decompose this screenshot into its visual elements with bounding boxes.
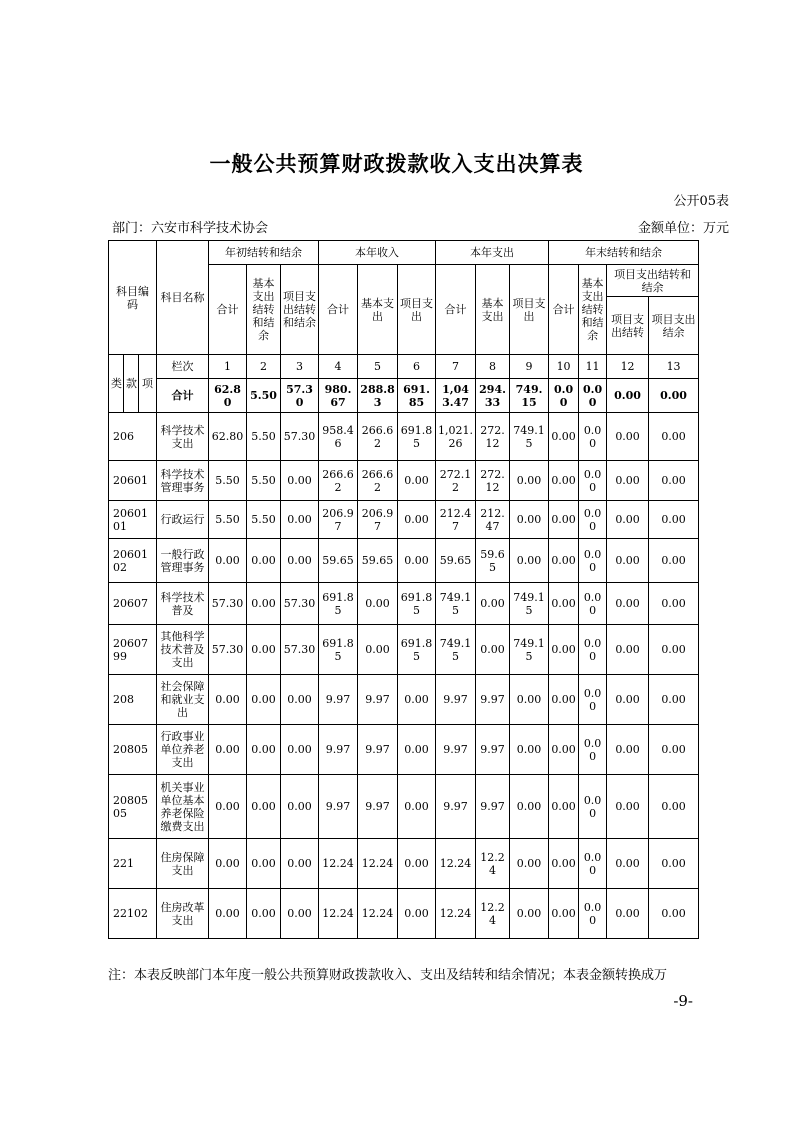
total-cell: 1,043.47 [436, 379, 476, 413]
header-begin-balance: 年初结转和结余 [209, 241, 319, 265]
header-expense-basic: 基本支出 [476, 265, 510, 355]
amount-cell: 59.65 [476, 539, 510, 583]
amount-cell: 9.97 [436, 675, 476, 725]
amount-cell: 0.00 [649, 461, 699, 501]
amount-cell: 0.00 [281, 461, 319, 501]
column-number: 12 [607, 355, 649, 379]
amount-cell: 0.00 [579, 461, 607, 501]
header-expense-total: 合计 [436, 265, 476, 355]
amount-cell: 0.00 [510, 839, 549, 889]
subject-code: 2080505 [109, 775, 157, 839]
amount-cell: 0.00 [579, 501, 607, 539]
amount-cell: 0.00 [549, 461, 579, 501]
amount-cell: 0.00 [281, 775, 319, 839]
amount-cell: 0.00 [649, 675, 699, 725]
amount-cell: 0.00 [649, 539, 699, 583]
amount-cell: 0.00 [649, 725, 699, 775]
amount-cell: 0.00 [358, 583, 398, 625]
header-income-total: 合计 [319, 265, 358, 355]
amount-cell: 0.00 [209, 775, 247, 839]
amount-cell: 0.00 [510, 501, 549, 539]
amount-cell: 0.00 [649, 625, 699, 675]
amount-cell: 9.97 [358, 775, 398, 839]
amount-unit-label: 金额单位：万元 [637, 221, 729, 236]
amount-cell: 0.00 [607, 625, 649, 675]
amount-cell: 0.00 [607, 889, 649, 939]
amount-cell: 0.00 [209, 725, 247, 775]
amount-cell: 0.00 [649, 839, 699, 889]
subject-name: 机关事业单位基本养老保险缴费支出 [157, 775, 209, 839]
amount-cell: 0.00 [649, 889, 699, 939]
table-row [109, 725, 699, 775]
page-number: -9- [673, 992, 693, 1010]
amount-cell: 691.85 [319, 625, 358, 675]
total-row-label: 合计 [157, 379, 209, 413]
amount-cell: 0.00 [649, 501, 699, 539]
amount-cell: 691.85 [319, 583, 358, 625]
amount-cell: 9.97 [319, 675, 358, 725]
subject-code: 2060102 [109, 539, 157, 583]
subject-code: 20607 [109, 583, 157, 625]
amount-cell: 0.00 [358, 625, 398, 675]
table-row [109, 625, 699, 675]
amount-cell: 9.97 [476, 775, 510, 839]
amount-cell: 0.00 [209, 889, 247, 939]
amount-cell: 0.00 [281, 539, 319, 583]
column-number: 3 [281, 355, 319, 379]
total-cell: 288.83 [358, 379, 398, 413]
subject-code: 221 [109, 839, 157, 889]
amount-cell: 266.62 [358, 413, 398, 461]
amount-cell: 0.00 [398, 539, 436, 583]
amount-cell: 0.00 [579, 889, 607, 939]
amount-cell: 12.24 [476, 889, 510, 939]
amount-cell: 0.00 [398, 889, 436, 939]
subject-name: 住房保障支出 [157, 839, 209, 889]
amount-cell: 57.30 [281, 625, 319, 675]
column-number: 6 [398, 355, 436, 379]
amount-cell: 0.00 [549, 625, 579, 675]
amount-cell: 0.00 [549, 889, 579, 939]
amount-cell: 1,021.26 [436, 413, 476, 461]
table-row [109, 461, 699, 501]
table-row [109, 413, 699, 461]
amount-cell: 12.24 [436, 889, 476, 939]
amount-cell: 0.00 [607, 725, 649, 775]
subject-name: 社会保障和就业支出 [157, 675, 209, 725]
amount-cell: 212.47 [476, 501, 510, 539]
subject-code: 22102 [109, 889, 157, 939]
subject-name: 住房改革支出 [157, 889, 209, 939]
amount-cell: 266.62 [358, 461, 398, 501]
amount-cell: 0.00 [649, 775, 699, 839]
amount-cell: 12.24 [476, 839, 510, 889]
column-number: 5 [358, 355, 398, 379]
amount-cell: 0.00 [549, 839, 579, 889]
header-begin-total: 合计 [209, 265, 247, 355]
header-begin-project: 项目支出结转和结余 [281, 265, 319, 355]
budget-table [108, 240, 699, 939]
total-cell: 0.00 [549, 379, 579, 413]
subject-code: 206 [109, 413, 157, 461]
department-label: 部门：六安市科学技术协会 [112, 221, 269, 236]
column-number: 1 [209, 355, 247, 379]
header-subject-name: 科目名称 [157, 241, 209, 355]
amount-cell: 9.97 [436, 725, 476, 775]
table-row [109, 839, 699, 889]
amount-cell: 5.50 [247, 413, 281, 461]
amount-cell: 5.50 [247, 501, 281, 539]
amount-cell: 12.24 [436, 839, 476, 889]
amount-cell: 0.00 [398, 461, 436, 501]
subject-name: 其他科学技术普及支出 [157, 625, 209, 675]
amount-cell: 62.80 [209, 413, 247, 461]
amount-cell: 57.30 [281, 413, 319, 461]
subject-code: 2060101 [109, 501, 157, 539]
total-cell: 691.85 [398, 379, 436, 413]
amount-cell: 0.00 [510, 461, 549, 501]
amount-cell: 0.00 [247, 725, 281, 775]
amount-cell: 57.30 [209, 583, 247, 625]
amount-cell: 0.00 [281, 839, 319, 889]
amount-cell: 0.00 [510, 539, 549, 583]
amount-cell: 12.24 [358, 889, 398, 939]
amount-cell: 272.12 [476, 461, 510, 501]
amount-cell: 749.15 [510, 413, 549, 461]
amount-cell: 272.12 [476, 413, 510, 461]
amount-cell: 9.97 [319, 725, 358, 775]
footnote: 注：本表反映部门本年度一般公共预算财政拨款收入、支出及结转和结余情况；本表金额转换成万 [108, 968, 668, 983]
amount-cell: 5.50 [247, 461, 281, 501]
amount-cell: 5.50 [209, 501, 247, 539]
header-expense-project: 项目支出 [510, 265, 549, 355]
amount-cell: 749.15 [510, 583, 549, 625]
column-number: 7 [436, 355, 476, 379]
amount-cell: 0.00 [579, 775, 607, 839]
total-cell: 749.15 [510, 379, 549, 413]
amount-cell: 0.00 [607, 461, 649, 501]
header-income-basic: 基本支出 [358, 265, 398, 355]
amount-cell: 0.00 [209, 839, 247, 889]
amount-cell: 0.00 [476, 583, 510, 625]
subject-name: 一般行政管理事务 [157, 539, 209, 583]
amount-cell: 59.65 [436, 539, 476, 583]
total-cell: 980.67 [319, 379, 358, 413]
subject-code: 20601 [109, 461, 157, 501]
amount-cell: 691.85 [398, 583, 436, 625]
subject-name: 行政运行 [157, 501, 209, 539]
header-subject-code: 科目编码 [109, 241, 157, 355]
amount-cell: 0.00 [607, 539, 649, 583]
amount-cell: 749.15 [510, 625, 549, 675]
total-cell: 57.30 [281, 379, 319, 413]
amount-cell: 0.00 [607, 775, 649, 839]
amount-cell: 0.00 [549, 583, 579, 625]
amount-cell: 9.97 [436, 775, 476, 839]
amount-cell: 0.00 [510, 725, 549, 775]
amount-cell: 9.97 [358, 725, 398, 775]
amount-cell: 0.00 [398, 725, 436, 775]
total-cell: 294.33 [476, 379, 510, 413]
amount-cell: 0.00 [549, 675, 579, 725]
column-label: 栏次 [157, 355, 209, 379]
amount-cell: 0.00 [281, 725, 319, 775]
amount-cell: 9.97 [476, 725, 510, 775]
amount-cell: 0.00 [579, 839, 607, 889]
total-cell: 0.00 [607, 379, 649, 413]
amount-cell: 212.47 [436, 501, 476, 539]
amount-cell: 0.00 [549, 725, 579, 775]
amount-cell: 0.00 [510, 775, 549, 839]
column-number: 11 [579, 355, 607, 379]
amount-cell: 0.00 [398, 675, 436, 725]
amount-cell: 57.30 [209, 625, 247, 675]
page-title: 一般公共预算财政拨款收入支出决算表 [209, 151, 584, 176]
header-kuan: 款 [124, 355, 139, 413]
amount-cell: 0.00 [579, 725, 607, 775]
amount-cell: 266.62 [319, 461, 358, 501]
amount-cell: 691.85 [398, 625, 436, 675]
amount-cell: 0.00 [579, 625, 607, 675]
column-number: 10 [549, 355, 579, 379]
column-number: 13 [649, 355, 699, 379]
amount-cell: 0.00 [579, 675, 607, 725]
amount-cell: 749.15 [436, 583, 476, 625]
table-row [109, 501, 699, 539]
header-end-basic: 基本支出结转和结余 [579, 265, 607, 355]
amount-cell: 0.00 [247, 583, 281, 625]
total-cell: 5.50 [247, 379, 281, 413]
header-income-project: 项目支出 [398, 265, 436, 355]
amount-cell: 0.00 [247, 625, 281, 675]
amount-cell: 57.30 [281, 583, 319, 625]
subject-code: 2060799 [109, 625, 157, 675]
table-row [109, 675, 699, 725]
amount-cell: 9.97 [476, 675, 510, 725]
amount-cell: 59.65 [319, 539, 358, 583]
header-end-balance: 年末结转和结余 [549, 241, 699, 265]
subject-name: 行政事业单位养老支出 [157, 725, 209, 775]
column-number: 8 [476, 355, 510, 379]
total-cell: 0.00 [649, 379, 699, 413]
amount-cell: 0.00 [549, 501, 579, 539]
amount-cell: 12.24 [358, 839, 398, 889]
amount-cell: 0.00 [549, 413, 579, 461]
amount-cell: 0.00 [649, 413, 699, 461]
subject-code: 208 [109, 675, 157, 725]
amount-cell: 9.97 [319, 775, 358, 839]
amount-cell: 0.00 [247, 839, 281, 889]
header-end-project-surplus: 项目支出结余 [649, 297, 699, 355]
amount-cell: 0.00 [247, 539, 281, 583]
amount-cell: 0.00 [209, 539, 247, 583]
amount-cell: 0.00 [649, 583, 699, 625]
amount-cell: 5.50 [209, 461, 247, 501]
amount-cell: 9.97 [358, 675, 398, 725]
amount-cell: 0.00 [579, 583, 607, 625]
amount-cell: 12.24 [319, 889, 358, 939]
amount-cell: 0.00 [247, 889, 281, 939]
subject-code: 20805 [109, 725, 157, 775]
amount-cell: 0.00 [209, 675, 247, 725]
header-xiang: 项 [139, 355, 157, 413]
subject-name: 科学技术支出 [157, 413, 209, 461]
amount-cell: 0.00 [607, 675, 649, 725]
amount-cell: 0.00 [607, 413, 649, 461]
amount-cell: 0.00 [549, 539, 579, 583]
table-row [109, 775, 699, 839]
amount-cell: 0.00 [607, 839, 649, 889]
header-year-income: 本年收入 [319, 241, 436, 265]
header-year-expense: 本年支出 [436, 241, 549, 265]
amount-cell: 0.00 [398, 775, 436, 839]
amount-cell: 0.00 [549, 775, 579, 839]
total-cell: 0.00 [579, 379, 607, 413]
amount-cell: 0.00 [607, 583, 649, 625]
amount-cell: 206.97 [358, 501, 398, 539]
amount-cell: 206.97 [319, 501, 358, 539]
header-end-total: 合计 [549, 265, 579, 355]
amount-cell: 0.00 [281, 889, 319, 939]
table-row [109, 889, 699, 939]
header-begin-basic: 基本支出结转和结余 [247, 265, 281, 355]
table-row [109, 539, 699, 583]
subject-name: 科学技术普及 [157, 583, 209, 625]
amount-cell: 0.00 [607, 501, 649, 539]
amount-cell: 0.00 [510, 675, 549, 725]
column-number: 2 [247, 355, 281, 379]
column-number: 9 [510, 355, 549, 379]
amount-cell: 0.00 [510, 889, 549, 939]
amount-cell: 0.00 [247, 775, 281, 839]
amount-cell: 59.65 [358, 539, 398, 583]
amount-cell: 0.00 [281, 501, 319, 539]
amount-cell: 749.15 [436, 625, 476, 675]
form-number: 公开05表 [673, 194, 729, 209]
amount-cell: 272.12 [436, 461, 476, 501]
total-cell: 62.80 [209, 379, 247, 413]
header-lei: 类 [109, 355, 124, 413]
amount-cell: 958.46 [319, 413, 358, 461]
amount-cell: 0.00 [247, 675, 281, 725]
amount-cell: 0.00 [579, 413, 607, 461]
table-row [109, 583, 699, 625]
amount-cell: 0.00 [398, 501, 436, 539]
column-number: 4 [319, 355, 358, 379]
amount-cell: 0.00 [579, 539, 607, 583]
amount-cell: 0.00 [398, 839, 436, 889]
amount-cell: 0.00 [476, 625, 510, 675]
header-end-project-group: 项目支出结转和结余 [607, 265, 699, 297]
amount-cell: 691.85 [398, 413, 436, 461]
subject-name: 科学技术管理事务 [157, 461, 209, 501]
amount-cell: 12.24 [319, 839, 358, 889]
header-end-project-carry: 项目支出结转 [607, 297, 649, 355]
amount-cell: 0.00 [281, 675, 319, 725]
